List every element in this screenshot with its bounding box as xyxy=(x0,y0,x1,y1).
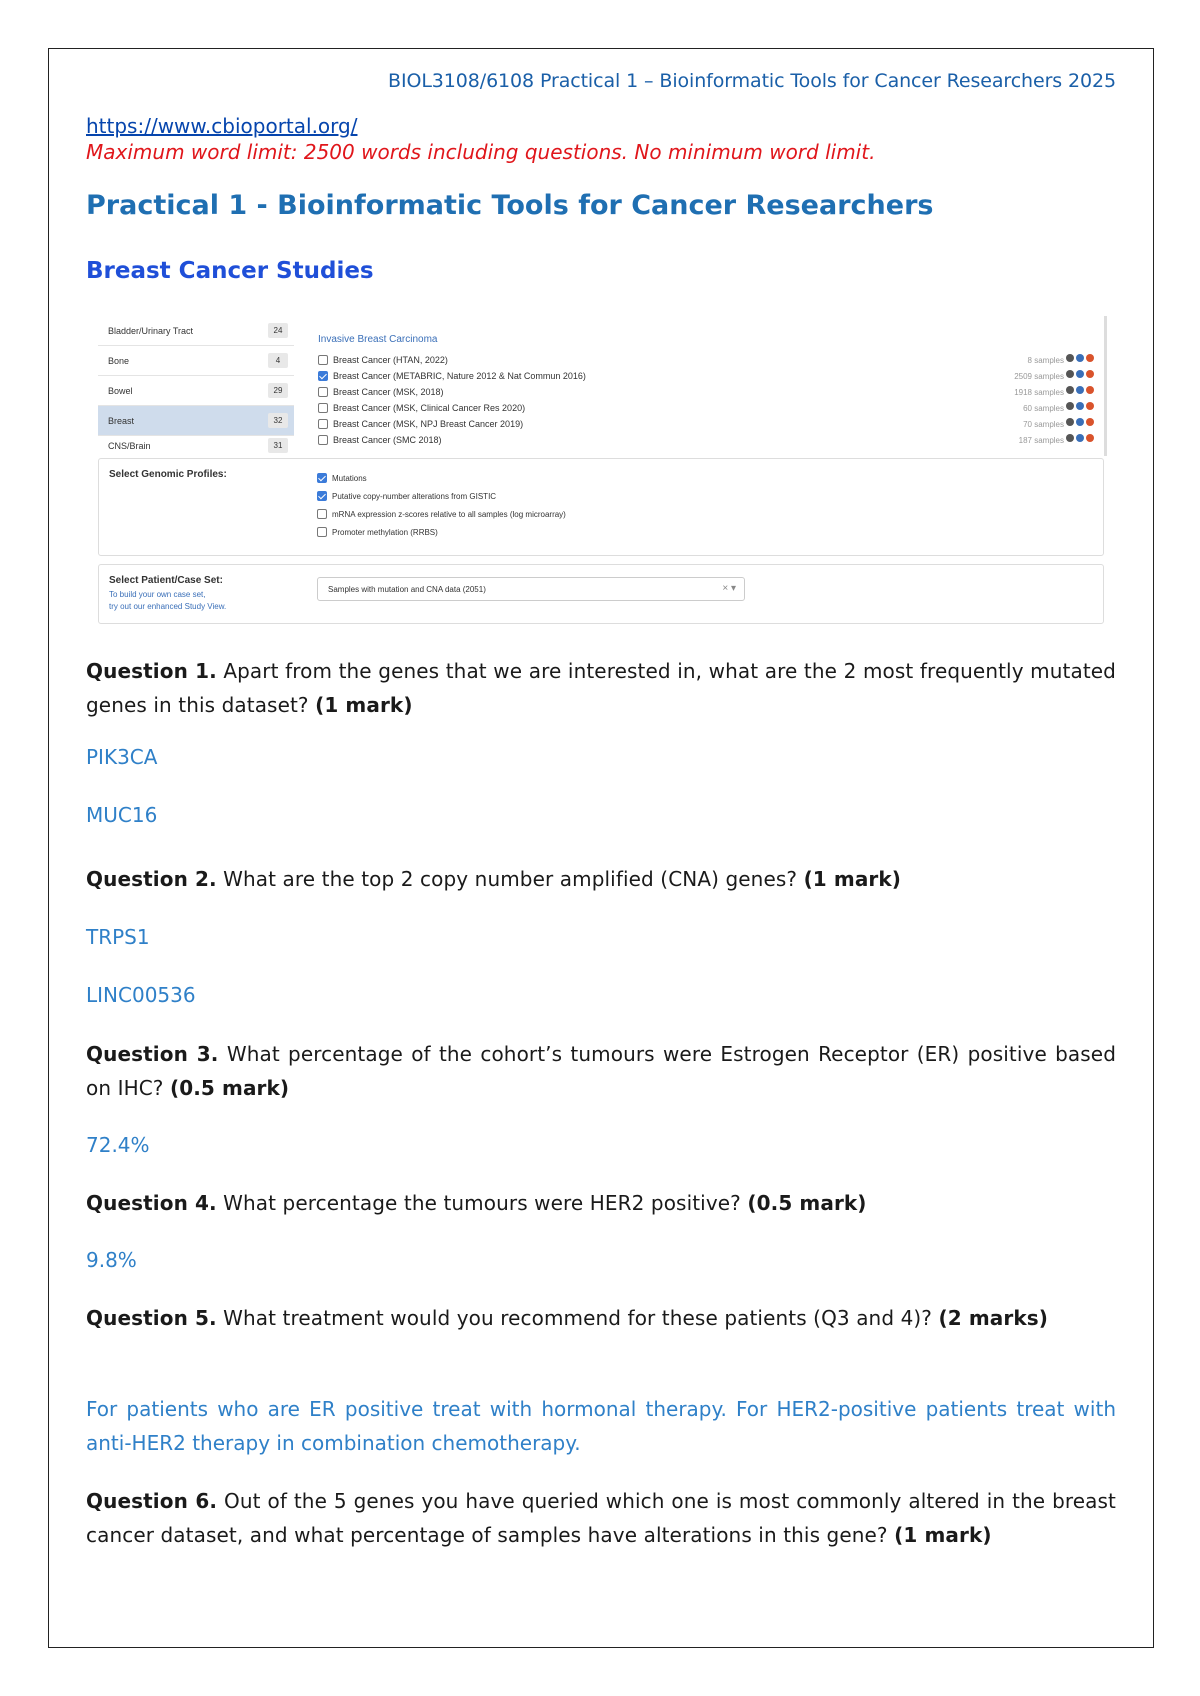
section-heading: Breast Cancer Studies xyxy=(86,258,374,284)
answer-3: 72.4% xyxy=(86,1133,150,1157)
study-row xyxy=(318,416,1098,432)
checkbox-icon xyxy=(317,527,327,537)
study-name: Breast Cancer (SMC 2018) xyxy=(333,435,442,445)
target-icon xyxy=(1086,370,1094,378)
study-icons xyxy=(1066,434,1094,442)
case-set-select xyxy=(317,577,745,601)
profile-option xyxy=(317,509,566,519)
book-icon xyxy=(1076,434,1084,442)
sidebar-item-label: Bladder/Urinary Tract xyxy=(108,325,194,336)
question-text: What percentage the tumours were HER2 positive? xyxy=(223,1191,741,1215)
cbioportal-link[interactable]: https://www.cbioportal.org/ xyxy=(86,114,358,138)
question-mark: (1 mark) xyxy=(803,867,902,891)
sidebar-item-label: CNS/Brain xyxy=(108,441,151,451)
info-icon xyxy=(1066,434,1074,442)
sidebar-item xyxy=(98,436,294,456)
study-name: Breast Cancer (MSK, 2018) xyxy=(333,387,444,397)
study-samples: 187 samples xyxy=(1018,435,1064,445)
study-name: Breast Cancer (MSK, NPJ Breast Cancer 2019) xyxy=(333,419,524,429)
info-icon xyxy=(1066,370,1074,378)
target-icon xyxy=(1086,354,1094,362)
study-icons xyxy=(1066,402,1094,410)
sidebar-item-active xyxy=(98,406,294,436)
sidebar-item-label: Breast xyxy=(108,415,135,426)
clear-dropdown-icon: × ▾ xyxy=(722,583,736,594)
study-name: Breast Cancer (METABRIC, Nature 2012 & Nat Commun 2016) xyxy=(333,371,586,381)
sidebar-item-count: 32 xyxy=(268,413,288,428)
study-samples: 70 samples xyxy=(1023,419,1064,429)
checkbox-icon xyxy=(318,355,328,365)
answer-2b: LINC00536 xyxy=(86,983,196,1007)
answer-5: For patients who are ER positive treat with hormonal therapy. For HER2-positive patients treat with anti-HER2 therapy in combination chemotherapy. xyxy=(86,1397,1116,1455)
study-row xyxy=(318,432,1098,448)
checkbox-icon xyxy=(318,403,328,413)
study-list xyxy=(308,316,1107,456)
profile-label: Mutations xyxy=(332,473,367,483)
question-label: Question 2. xyxy=(86,867,217,891)
document-title: Practical 1 - Bioinformatic Tools for Cancer Researchers xyxy=(86,190,934,221)
info-icon xyxy=(1066,402,1074,410)
profile-option xyxy=(317,473,367,483)
sidebar-item xyxy=(98,376,294,406)
info-icon xyxy=(1066,386,1074,394)
sidebar-item-count: 29 xyxy=(268,383,288,398)
study-icons xyxy=(1066,386,1094,394)
info-icon xyxy=(1066,418,1074,426)
case-set-help: To build your own case set, xyxy=(109,590,206,599)
book-icon xyxy=(1076,354,1084,362)
study-name: Breast Cancer (MSK, Clinical Cancer Res 2020) xyxy=(333,403,526,413)
target-icon xyxy=(1086,418,1094,426)
checkbox-checked-icon xyxy=(318,371,328,381)
study-samples: 8 samples xyxy=(1027,355,1064,365)
sidebar-item xyxy=(98,316,294,346)
profile-option xyxy=(317,491,496,501)
question-label: Question 5. xyxy=(86,1306,217,1330)
study-group-title: Invasive Breast Carcinoma xyxy=(318,334,438,345)
question-mark: (0.5 mark) xyxy=(169,1076,290,1100)
answer-4: 9.8% xyxy=(86,1248,137,1272)
book-icon xyxy=(1076,386,1084,394)
question-text: What are the top 2 copy number amplified (CNA) genes? xyxy=(223,867,798,891)
case-set-help-link: try out our enhanced Study View. xyxy=(109,602,227,611)
word-limit-note: Maximum word limit: 2500 words including questions. No minimum word limit. xyxy=(86,140,876,164)
case-set-panel xyxy=(98,564,1104,624)
answer-1b: MUC16 xyxy=(86,803,158,827)
genomic-profiles-panel xyxy=(98,458,1104,556)
checkbox-icon xyxy=(318,435,328,445)
study-samples: 60 samples xyxy=(1023,403,1064,413)
sidebar-item-count: 24 xyxy=(268,323,288,338)
study-icons xyxy=(1066,418,1094,426)
profile-label: mRNA expression z-scores relative to all samples (log microarray) xyxy=(332,509,566,519)
profile-label: Promoter methylation (RRBS) xyxy=(332,527,438,537)
target-icon xyxy=(1086,386,1094,394)
study-row xyxy=(318,400,1098,416)
book-icon xyxy=(1076,402,1084,410)
sidebar-item xyxy=(98,346,294,376)
case-set-value: Samples with mutation and CNA data (2051) xyxy=(328,584,486,594)
checkbox-icon xyxy=(318,419,328,429)
study-icons xyxy=(1066,370,1094,378)
genomic-profiles-label: Select Genomic Profiles: xyxy=(109,469,227,480)
study-name: Breast Cancer (HTAN, 2022) xyxy=(333,355,448,365)
sidebar-item-label: Bone xyxy=(108,355,130,366)
sidebar-item-count: 31 xyxy=(268,438,288,453)
question-mark: (1 mark) xyxy=(894,1523,992,1547)
sidebar-item-count: 4 xyxy=(268,353,288,368)
question-label: Question 3. xyxy=(86,1042,219,1066)
question-1 xyxy=(86,654,1116,722)
checkbox-checked-icon xyxy=(317,491,327,501)
checkbox-icon xyxy=(317,509,327,519)
page-header: BIOL3108/6108 Practical 1 – Bioinformatic Tools for Cancer Researchers 2025 xyxy=(388,70,1116,92)
question-text: What treatment would you recommend for these patients (Q3 and 4)? xyxy=(223,1306,933,1330)
study-row xyxy=(318,352,1098,368)
info-icon xyxy=(1066,354,1074,362)
answer-1a: PIK3CA xyxy=(86,745,158,769)
checkbox-checked-icon xyxy=(317,473,327,483)
study-row xyxy=(318,368,1098,384)
target-icon xyxy=(1086,434,1094,442)
case-set-label: Select Patient/Case Set: xyxy=(109,575,223,586)
study-samples: 1918 samples xyxy=(1014,387,1064,397)
question-text: Apart from the genes that we are interested in, what are the 2 most frequently mutated genes in this dataset? xyxy=(86,659,1116,717)
checkbox-icon xyxy=(318,387,328,397)
cbioportal-screenshot xyxy=(98,316,1104,626)
sidebar-item-label: Bowel xyxy=(108,385,133,396)
question-3 xyxy=(86,1037,1116,1105)
question-label: Question 4. xyxy=(86,1191,217,1215)
study-samples: 2509 samples xyxy=(1014,371,1064,381)
question-label: Question 6. xyxy=(86,1489,218,1513)
question-mark: (1 mark) xyxy=(315,693,413,717)
profile-option xyxy=(317,527,438,537)
study-icons xyxy=(1066,354,1094,362)
book-icon xyxy=(1076,418,1084,426)
question-5 xyxy=(86,1301,1116,1335)
target-icon xyxy=(1086,402,1094,410)
study-row xyxy=(318,384,1098,400)
question-mark: (2 marks) xyxy=(938,1306,1048,1330)
question-text: What percentage of the cohort’s tumours were Estrogen Receptor (ER) positive based on IHC? xyxy=(86,1042,1116,1100)
profile-label: Putative copy-number alterations from GISTIC xyxy=(332,491,497,501)
answer-2a: TRPS1 xyxy=(86,925,150,949)
book-icon xyxy=(1076,370,1084,378)
cancer-type-sidebar xyxy=(98,316,298,456)
question-6 xyxy=(86,1484,1116,1552)
question-text: Out of the 5 genes you have queried which one is most commonly altered in the breast cancer dataset, and what percentage of samples have alterations in this gene? xyxy=(86,1489,1116,1547)
question-label: Question 1. xyxy=(86,659,217,683)
question-2 xyxy=(86,862,1116,896)
question-mark: (0.5 mark) xyxy=(747,1191,867,1215)
question-4 xyxy=(86,1186,1116,1220)
